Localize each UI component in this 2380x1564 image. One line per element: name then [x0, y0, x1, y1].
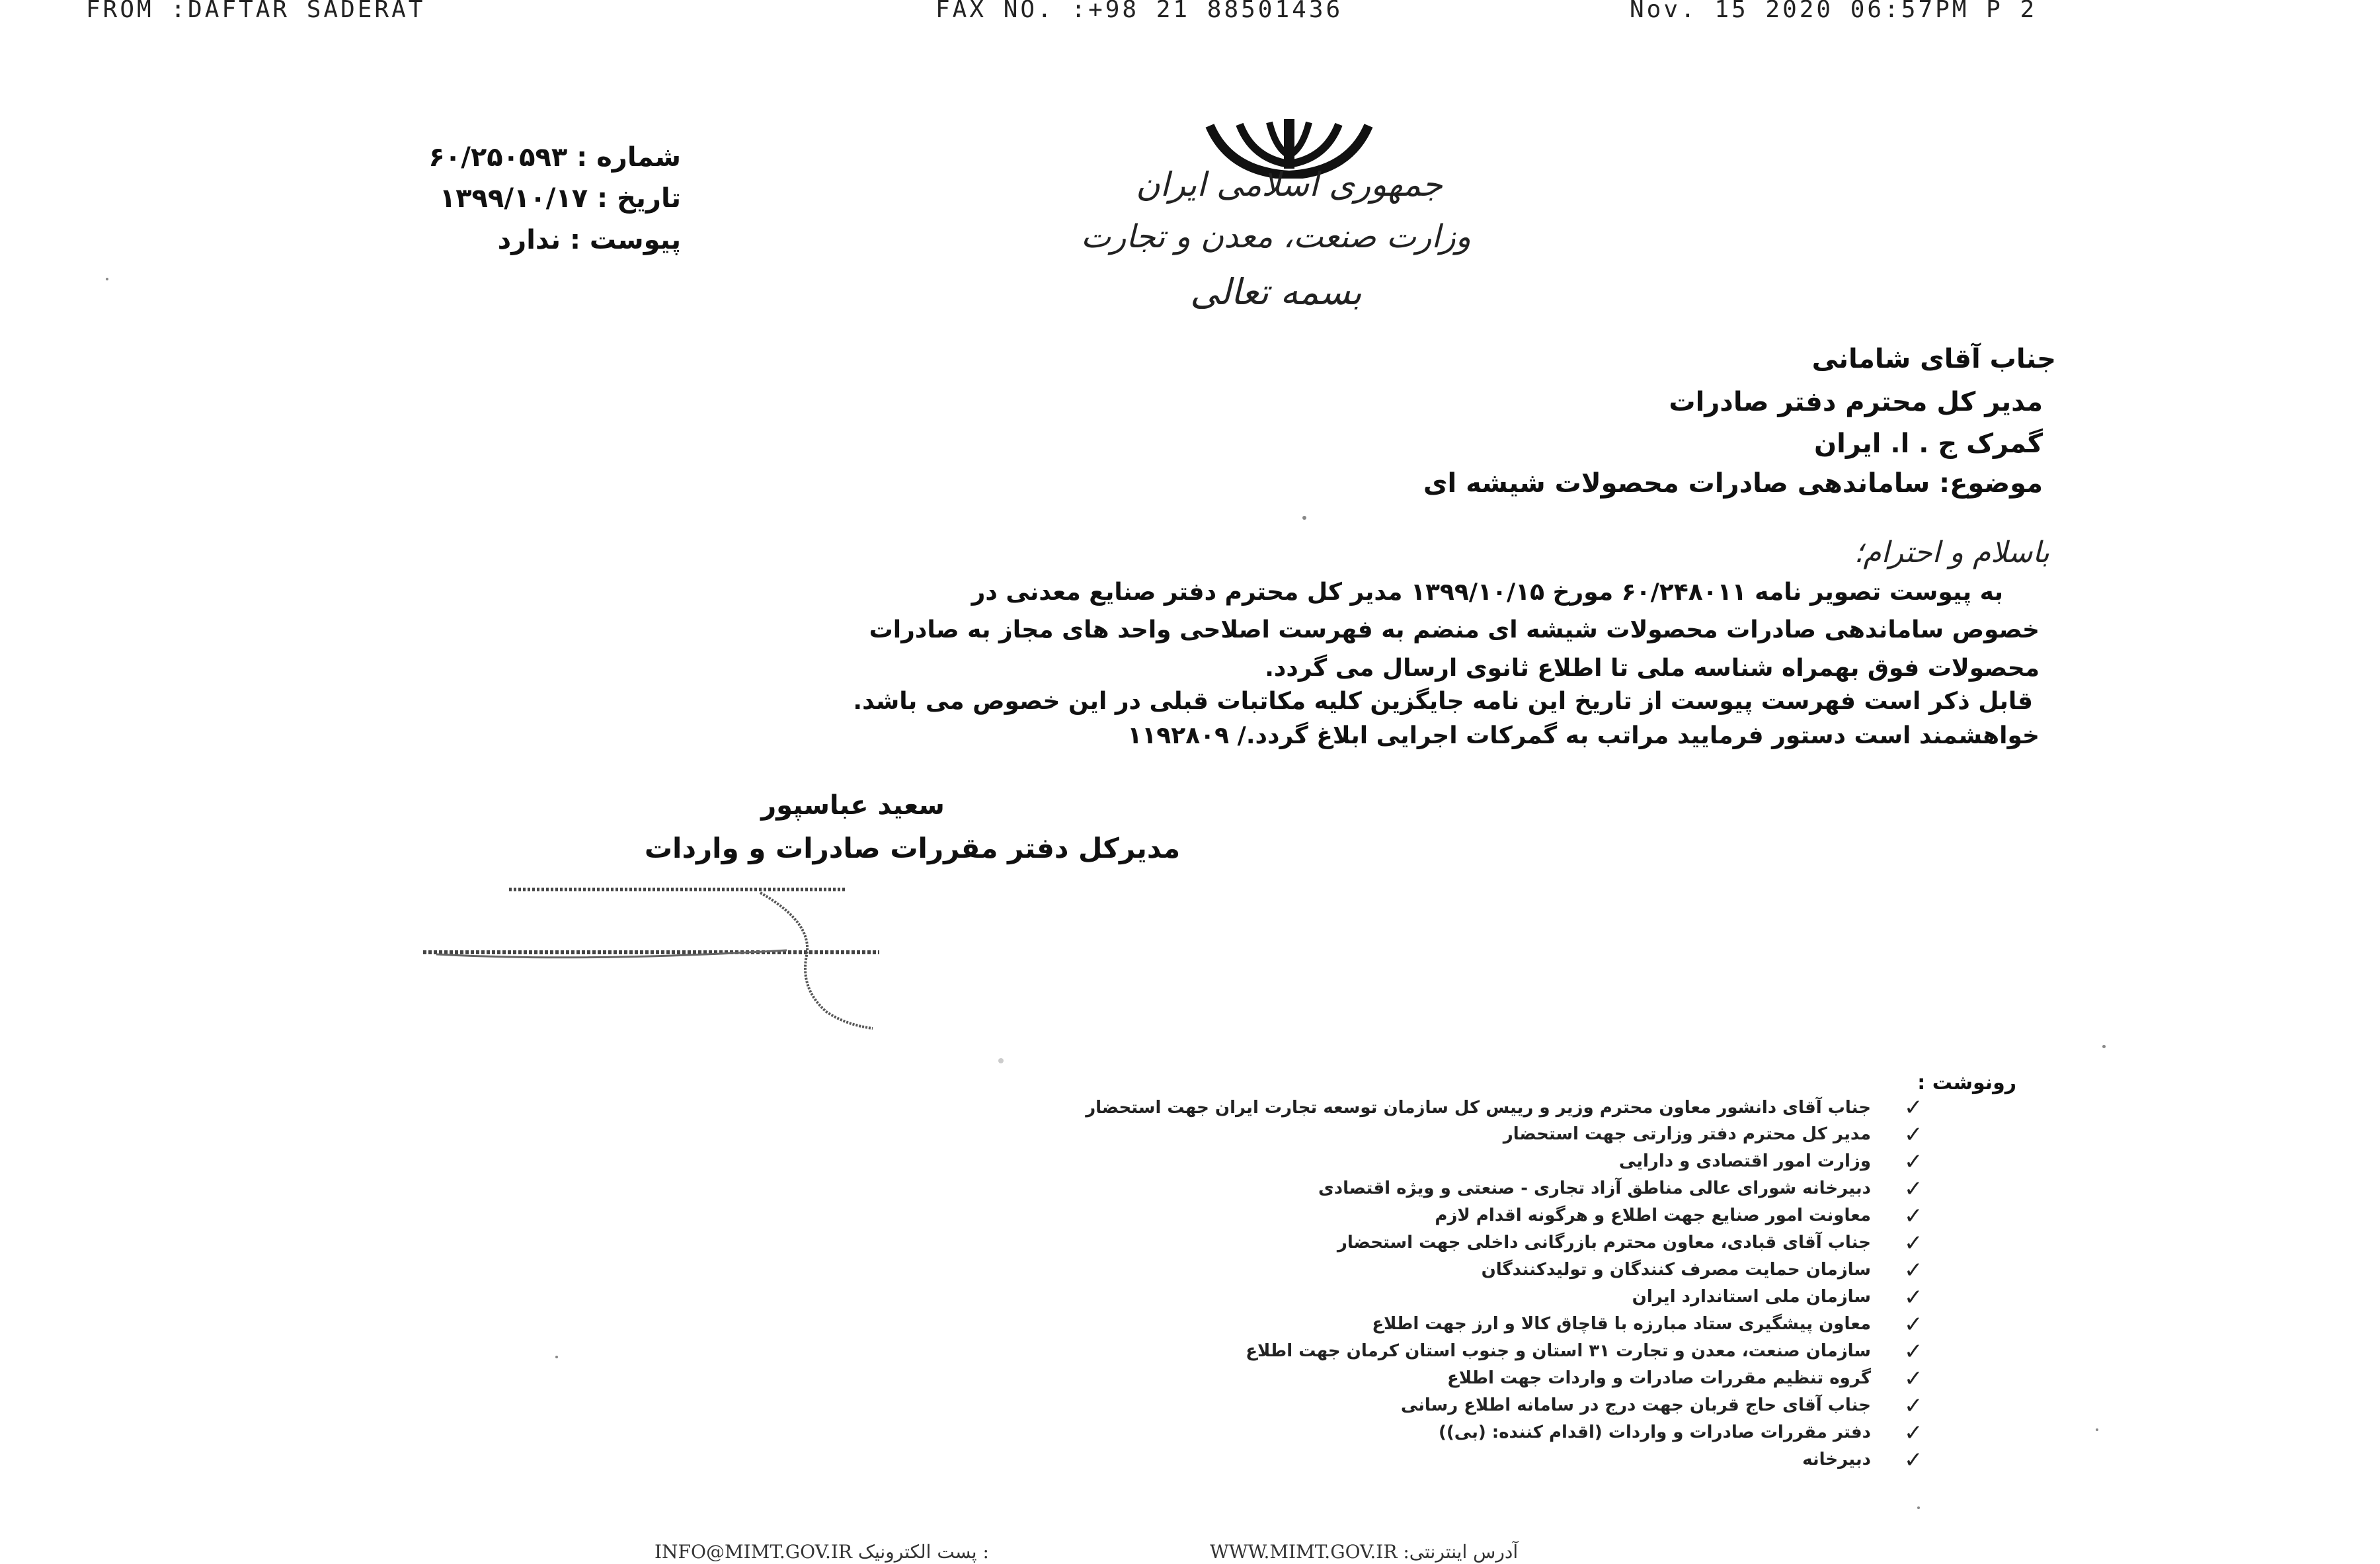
cc-item: دبیرخانه — [1802, 1450, 1871, 1469]
recipient-name: جناب آقای شامانی — [1811, 344, 2056, 374]
check-mark-icon: ✓ — [1904, 1366, 1923, 1392]
footer-email-address: INFO@MIMT.GOV.IR — [654, 1541, 853, 1563]
letterhead-invocation: بسمه تعالی — [1190, 271, 1362, 313]
cc-item: دبیرخانه شورای عالی مناطق آزاد تجاری - صنعتی و ویژه اقتصادی — [1318, 1178, 1871, 1198]
cc-heading: رونوشت : — [1917, 1071, 2016, 1094]
cc-item: جناب آقای قبادی، معاون محترم بازرگانی داخلی جهت استحضار — [1337, 1233, 1871, 1253]
letter-number-value: ۶۰/۲۵۰۵۹۳ — [428, 142, 568, 173]
cc-item: سازمان ملی استاندارد ایران — [1632, 1287, 1871, 1307]
letter-subject: موضوع: ساماندهی صادرات محصولات شیشه ای — [1423, 468, 2043, 499]
letter-date-value: ۱۳۹۹/۱۰/۱۷ — [439, 183, 588, 214]
check-mark-icon: ✓ — [1904, 1230, 1923, 1256]
recipient-organization: گمرک ج . ا. ایران — [1813, 429, 2043, 459]
cc-item: معاون پیشگیری ستاد مبارزه با قاچاق کالا و ارز جهت اطلاع — [1372, 1314, 1871, 1334]
footer-email — [654, 1541, 989, 1563]
check-mark-icon: ✓ — [1904, 1149, 1923, 1175]
check-mark-icon: ✓ — [1904, 1203, 1923, 1229]
letter-attachment — [298, 225, 681, 255]
letter-attachment-label: پیوست : — [569, 225, 681, 255]
check-mark-icon: ✓ — [1904, 1176, 1923, 1202]
check-mark-icon: ✓ — [1904, 1094, 1923, 1121]
body-line-2: خصوص ساماندهی صادرات محصولات شیشه ای منضم به فهرست اصلاحی واحد های مجاز به صادرات — [869, 616, 2040, 643]
cc-item: جناب آقای حاج قربان جهت درج در سامانه اطلاع رسانی — [1400, 1395, 1871, 1415]
cc-item: مدیر کل محترم دفتر وزارتی جهت استحضار — [1503, 1124, 1871, 1144]
cc-item: سازمان صنعت، معدن و تجارت ۳۱ استان و جنوب استان کرمان جهت اطلاع — [1246, 1341, 1871, 1361]
check-mark-icon: ✓ — [1904, 1257, 1923, 1284]
scan-speck — [998, 1058, 1004, 1063]
handwritten-signature — [416, 876, 919, 1035]
footer-website — [1210, 1541, 1518, 1563]
body-line-4: قابل ذکر است فهرست پیوست از تاریخ این نامه جایگزین کلیه مکاتبات قبلی در این خصوص می باشد. — [853, 688, 2033, 715]
cc-item: جناب آقای دانشور معاون محترم وزیر و رییس کل سازمان توسعه تجارت ایران جهت استحضار — [1086, 1098, 1871, 1118]
cc-item: سازمان حمایت مصرف کنندگان و تولیدکنندگان — [1481, 1260, 1871, 1280]
fax-from: FROM :DAFTAR SADERAT — [86, 0, 426, 23]
scan-speck — [555, 1356, 558, 1358]
cc-item: دفتر مقررات صادرات و واردات (اقدام کننده: (بی)) — [1439, 1422, 1871, 1442]
signatory-name: سعید عباسپور — [761, 790, 945, 821]
recipient-title: مدیر کل محترم دفتر صادرات — [1669, 387, 2043, 417]
check-mark-icon: ✓ — [1904, 1284, 1923, 1311]
scan-speck — [1917, 1506, 1920, 1509]
scan-speck — [2102, 1045, 2106, 1048]
check-mark-icon: ✓ — [1904, 1122, 1923, 1148]
footer-website-address: WWW.MIMT.GOV.IR — [1210, 1541, 1398, 1563]
scan-speck — [106, 278, 108, 280]
check-mark-icon: ✓ — [1904, 1420, 1923, 1446]
letter-date — [298, 183, 681, 214]
cc-item: وزارت امور اقتصادی و دارایی — [1618, 1151, 1871, 1171]
check-mark-icon: ✓ — [1904, 1311, 1923, 1338]
fax-number: FAX NO. :+98 21 88501436 — [935, 0, 1343, 23]
footer-website-label: آدرس اینترنتی: — [1403, 1541, 1519, 1563]
letter-number — [298, 142, 681, 173]
letter-date-label: تاریخ : — [597, 183, 681, 214]
cc-item: گروه تنظیم مقررات صادرات و واردات جهت اطلاع — [1447, 1368, 1871, 1388]
greeting: باسلام و احترام؛ — [1854, 536, 2049, 569]
letterhead-country: جمهوری اسلامی ایران — [1136, 165, 1443, 204]
cc-item: معاونت امور صنایع جهت اطلاع و هرگونه اقدام لازم — [1435, 1206, 1871, 1225]
body-line-1: به پیوست تصویر نامه ۶۰/۲۴۸۰۱۱ مورخ ۱۳۹۹/۱۰/۱۵ مدیر کل محترم دفتر صنایع معدنی در — [971, 579, 2003, 606]
scan-speck — [2096, 1428, 2098, 1431]
check-mark-icon: ✓ — [1904, 1393, 1923, 1419]
letterhead-ministry: وزارت صنعت، معدن و تجارت — [1081, 218, 1471, 255]
body-line-3: محصولات فوق بهمراه شناسه ملی تا اطلاع ثانوی ارسال می گردد. — [1265, 655, 2040, 682]
letter-attachment-value: ندارد — [497, 225, 561, 255]
letter-number-label: شماره : — [576, 142, 681, 173]
body-line-5: خواهشمند است دستور فرمایید مراتب به گمرکات اجرایی ابلاغ گردد./ ۱۱۹۲۸۰۹ — [1127, 722, 2040, 749]
signatory-title: مدیرکل دفتر مقررات صادرات و واردات — [644, 832, 1181, 864]
footer-email-label: : پست الکترونیک — [857, 1541, 989, 1563]
fax-datetime: Nov. 15 2020 06:57PM P 2 — [1630, 0, 2038, 23]
check-mark-icon: ✓ — [1904, 1447, 1923, 1473]
check-mark-icon: ✓ — [1904, 1338, 1923, 1365]
scan-speck — [1302, 516, 1306, 520]
